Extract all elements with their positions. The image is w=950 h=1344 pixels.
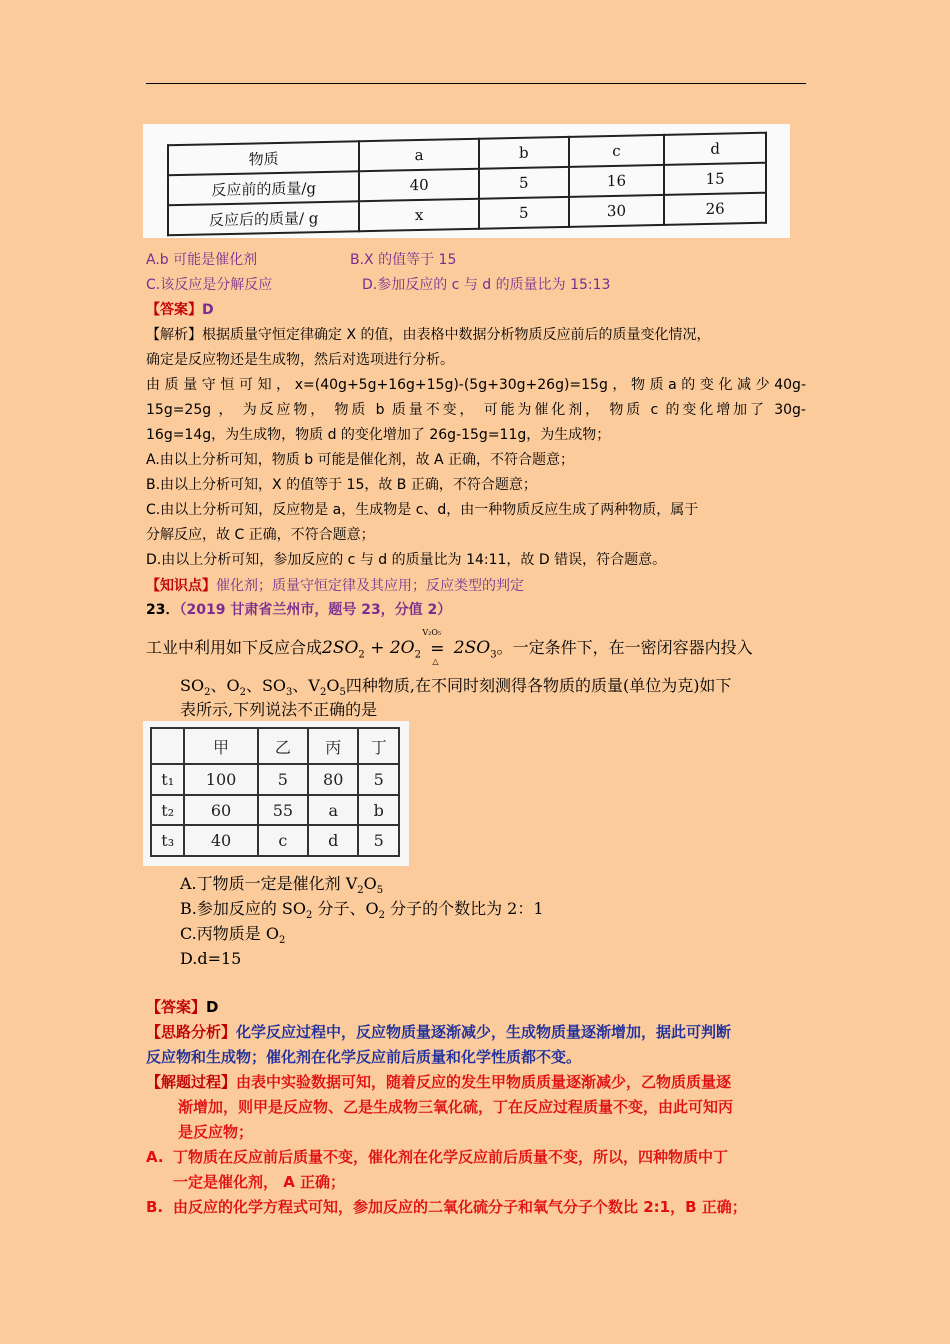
stem-text: SO xyxy=(180,676,205,695)
question-stem-line-2: $SO_2$、$O_2$、$SO_3$、$V_2O_5$四种物质,在不同时刻测得各物质的质量(单位为克)如下 xyxy=(180,676,732,699)
table-cell: 5 xyxy=(258,764,308,795)
process-label: 【解题过程】 xyxy=(146,1073,237,1091)
table-cell: 55 xyxy=(258,795,308,826)
stem-text: 、O xyxy=(210,676,240,695)
thought-line-2: 反应物和生成物；催化剂在化学反应前后质量和化学性质都不变。 xyxy=(146,1048,582,1066)
header-rule xyxy=(146,83,806,84)
table-cell: 乙 xyxy=(258,728,308,764)
option-text: 分子、O xyxy=(312,899,379,918)
analysis-text: 根据质量守恒定律确定 X 的值，由表格中数据分析物质反应前后的质量变化情况， xyxy=(202,327,711,343)
table-cell: 5 xyxy=(358,825,399,856)
table-cell: 80 xyxy=(308,764,358,795)
question-stem-line-1 xyxy=(146,627,753,666)
process-line-3: 是反应物； xyxy=(178,1123,254,1141)
table-cell: d xyxy=(308,825,358,856)
analysis-line-3: 由 质 量 守 恒 可 知 ， x=(40g+5g+16g+15g)-(5g+30g+26g)=15g ， 物 质 a 的 变 化 减 少 40g- xyxy=(146,377,806,393)
answer-value: D xyxy=(206,998,219,1016)
question-stem-line-3: 表所示,下列说法不正确的是 xyxy=(180,700,378,719)
question-source: （2019 甘肃省兰州市，题号 23，分值 2） xyxy=(179,602,452,618)
process-line-1 xyxy=(146,1072,731,1092)
table-cell: 甲 xyxy=(184,728,257,764)
knowledge-point-label: 【知识点】 xyxy=(146,578,216,594)
mass-table-image xyxy=(143,124,790,238)
option-text: O xyxy=(363,874,377,893)
analysis-line-7: B.由以上分析可知，X 的值等于 15，故 B 正确，不符合题意； xyxy=(146,477,537,493)
thought-text: 化学反应过程中，反应物质量逐渐减少，生成物质量逐渐增加，据此可判断 xyxy=(236,1023,732,1041)
table-cell: 26 xyxy=(664,193,766,225)
stem-text: 、SO xyxy=(245,676,287,695)
table-cell: 5 xyxy=(479,197,569,229)
catalyst-label: V₂O₅ xyxy=(422,627,442,637)
table-cell: 反应前的质量/g xyxy=(168,171,359,205)
table-cell: 16 xyxy=(569,165,665,197)
table-cell: c xyxy=(258,825,308,856)
process-text: 由表中实验数据可知，随着反应的发生甲物质质量逐渐减少，乙物质质量逐 xyxy=(236,1073,732,1091)
reaction-equation: $2SO_2 + 2O_2$ V₂O₅ = △ $2SO_3$ xyxy=(322,638,497,658)
stem-text: 、V xyxy=(292,676,320,695)
time-mass-table xyxy=(150,727,400,857)
table-row xyxy=(151,825,399,856)
table-cell: 15 xyxy=(664,163,766,195)
q23-option-a: A.丁物质一定是催化剂 $V_2O_5$ xyxy=(180,874,384,897)
time-mass-table-image xyxy=(143,721,409,866)
q23-option-b: B.参加反应的 $SO_2$ 分子、$O_2$ 分子的个数比为 2：1 xyxy=(180,899,544,922)
table-cell: 丙 xyxy=(308,728,358,764)
table-cell: 100 xyxy=(184,764,257,795)
heat-symbol: △ xyxy=(432,656,439,666)
table-cell: 40 xyxy=(359,169,479,202)
stem-text: O xyxy=(326,676,340,695)
option-text: 分子的个数比为 2：1 xyxy=(384,899,544,918)
table-cell: 反应后的质量/ g xyxy=(168,201,359,235)
table-row xyxy=(151,764,399,795)
thought-line-1 xyxy=(146,1022,731,1042)
answer-line xyxy=(146,300,214,320)
analysis-line-1 xyxy=(146,325,711,345)
mass-table xyxy=(167,132,767,237)
knowledge-point-line xyxy=(146,576,524,596)
answer-label: 【答案】 xyxy=(146,302,202,318)
question-23-heading xyxy=(146,600,451,620)
table-row xyxy=(151,728,399,764)
table-cell: 5 xyxy=(358,764,399,795)
table-cell: t₃ xyxy=(151,825,184,856)
option-text: A.丁物质一定是催化剂 V xyxy=(180,874,358,893)
table-cell: c xyxy=(569,135,665,167)
answer-value: D xyxy=(202,302,214,318)
analysis-line-10: D.由以上分析可知，参加反应的 c 与 d 的质量比为 14:11，故 D 错误，符合题意。 xyxy=(146,552,667,568)
table-cell: b xyxy=(479,137,569,169)
analysis-line-8: C.由以上分析可知，反应物是 a，生成物是 c、d，由一种物质反应生成了两种物质，属于 xyxy=(146,502,699,518)
process-line-2: 渐增加，则甲是反应物、乙是生成物三氧化硫，丁在反应过程质量不变，由此可知丙 xyxy=(178,1098,734,1116)
table-cell: 5 xyxy=(479,167,569,199)
q23-answer-line xyxy=(146,997,218,1017)
stem-text: 四种物质,在不同时刻测得各物质的质量(单位为克)如下 xyxy=(345,676,732,695)
table-cell: t₂ xyxy=(151,795,184,826)
answer-label: 【答案】 xyxy=(146,998,207,1016)
q23-option-c: C.丙物质是 $O_2$ xyxy=(180,924,286,947)
analysis-line-5: 16g=14g，为生成物，物质 d 的变化增加了 26g-15g=11g，为生成物； xyxy=(146,427,611,443)
stem-text: 。一定条件下，在一密闭容器内投入 xyxy=(496,638,753,657)
process-item-b-line-1: 由反应的化学方程式可知，参加反应的二氧化硫分子和氧气分子个数比 2:1，B 正确； xyxy=(173,1198,747,1216)
option-c: C.该反应是分解反应 xyxy=(146,277,273,293)
table-cell: d xyxy=(664,133,766,165)
table-cell: 物质 xyxy=(168,141,359,175)
stem-text: 工业中利用如下反应合成 xyxy=(146,638,323,657)
table-cell: x xyxy=(359,199,479,232)
reaction-arrow: V₂O₅ = △ xyxy=(426,638,448,660)
table-cell: 30 xyxy=(569,195,665,227)
option-a: A.b 可能是催化剂 xyxy=(146,252,258,268)
process-item-a-line-1: 丁物质在反应前后质量不变，催化剂在化学反应前后质量不变，所以，四种物质中丁 xyxy=(173,1148,729,1166)
option-b: B.X 的值等于 15 xyxy=(350,252,457,268)
analysis-line-6: A.由以上分析可知，物质 b 可能是催化剂，故 A 正确，不符合题意； xyxy=(146,452,575,468)
table-cell: 60 xyxy=(184,795,257,826)
analysis-line-2: 确定是反应物还是生成物，然后对选项进行分析。 xyxy=(146,352,454,368)
process-item-a-line-2: 一定是催化剂， A 正确； xyxy=(173,1173,346,1191)
option-d: D.参加反应的 c 与 d 的质量比为 15:13 xyxy=(362,277,611,293)
process-item-a-marker: A. xyxy=(146,1148,164,1166)
table-cell: 丁 xyxy=(358,728,399,764)
table-cell: a xyxy=(308,795,358,826)
knowledge-point-text: 催化剂；质量守恒定律及其应用；反应类型的判定 xyxy=(216,578,524,594)
analysis-line-4: 15g=25g ， 为反应物， 物质 b 质量不变， 可能为催化剂， 物质 c 的变化增加了 30g- xyxy=(146,402,806,418)
analysis-label: 【解析】 xyxy=(146,327,202,343)
q23-option-d: D.d=15 xyxy=(180,949,242,968)
table-cell xyxy=(151,728,184,764)
process-item-b-marker: B. xyxy=(146,1198,164,1216)
question-number: 23． xyxy=(146,602,180,618)
table-cell: t₁ xyxy=(151,764,184,795)
table-row xyxy=(151,795,399,826)
option-text: B.参加反应的 SO xyxy=(180,899,307,918)
thought-label: 【思路分析】 xyxy=(146,1023,237,1041)
option-text: C.丙物质是 O xyxy=(180,924,279,943)
analysis-line-9: 分解反应，故 C 正确，不符合题意； xyxy=(146,527,375,543)
table-cell: b xyxy=(358,795,399,826)
table-cell: a xyxy=(359,139,479,172)
table-cell: 40 xyxy=(184,825,257,856)
